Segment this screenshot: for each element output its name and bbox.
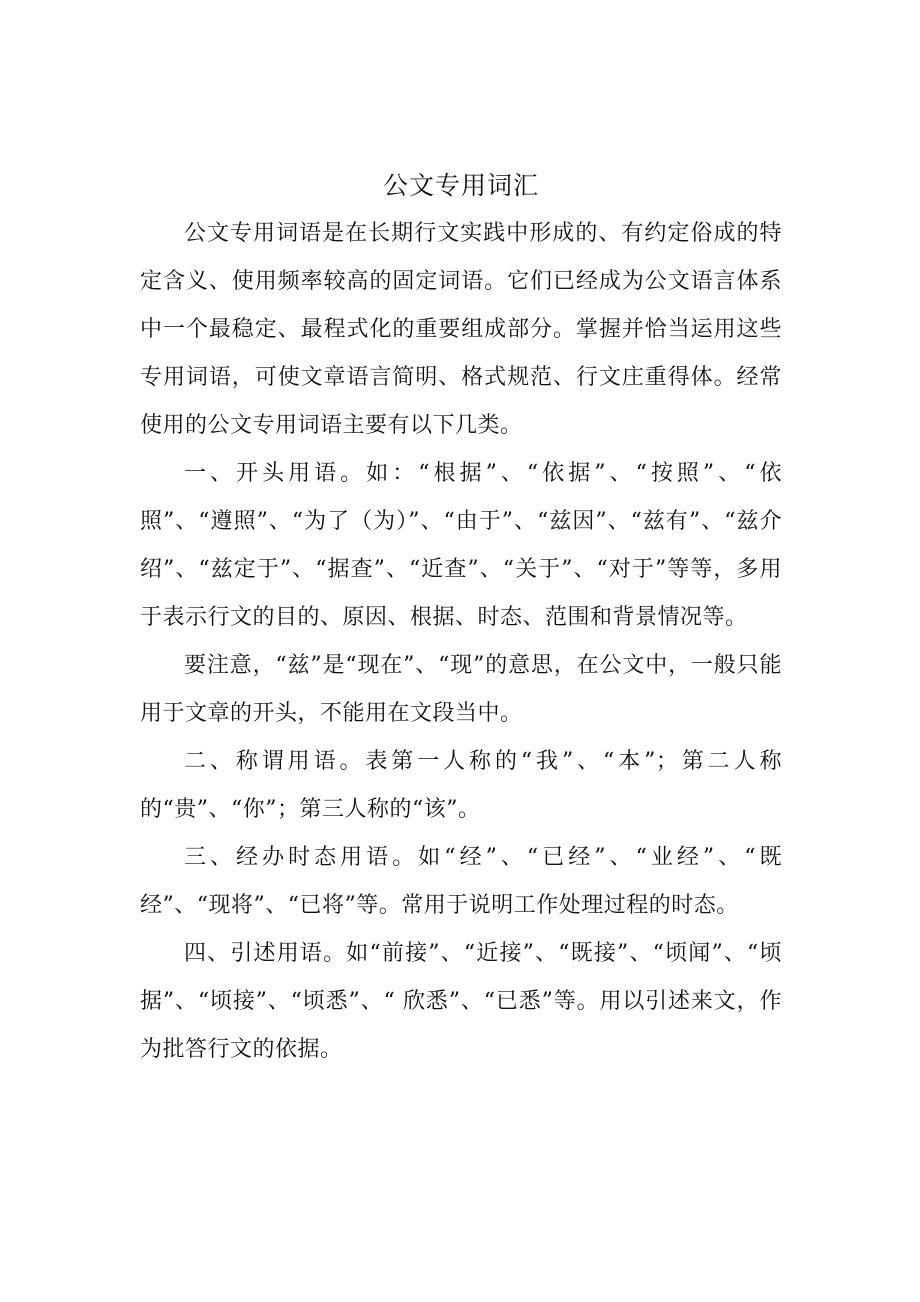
paragraph-opening-terms: 一、开头用语。如：“根据”、“依据”、“按照”、“依照”、“遵照”、“为了（为）”、“由于”、“兹因”、“兹有”、“兹介绍”、“兹定于”、“据查”、“近查”、“关于”、“对于”等等，多用于表示行文的目的、原因、根据、时态、范围和背景情况等。 — [140, 461, 782, 630]
paragraph-address-terms: 二、称谓用语。表第一人称的“我”、“本”；第二人称的“贵”、“你”；第三人称的“该”。 — [140, 749, 782, 822]
paragraph-tense-terms: 三、经办时态用语。如“经”、“已经”、“业经”、“既经”、“现将”、“已将”等。常用于说明工作处理过程的时态。 — [140, 845, 782, 918]
paragraph-zi-note: 要注意，“兹”是“现在”、“现”的意思，在公文中，一般只能用于文章的开头，不能用在文段当中。 — [140, 653, 782, 726]
document-page — [140, 162, 782, 1074]
paragraph-citation-terms: 四、引述用语。如“前接”、“近接”、“既接”、“顷闻”、“顷据”、“顷接”、“顷悉”、“ 欣悉”、“已悉”等。用以引述来文，作为批答行文的依据。 — [140, 941, 782, 1062]
document-title: 公文专用词汇 — [382, 171, 539, 200]
paragraph-intro: 公文专用词语是在长期行文实践中形成的、有约定俗成的特定含义、使用频率较高的固定词语。它们已经成为公文语言体系中一个最稳定、最程式化的重要组成部分。掌握并恰当运用这些专用词语，可使文章语言简明、格式规范、行文庄重得体。经常使用的公文专用词语主要有以下几类。 — [140, 221, 782, 438]
